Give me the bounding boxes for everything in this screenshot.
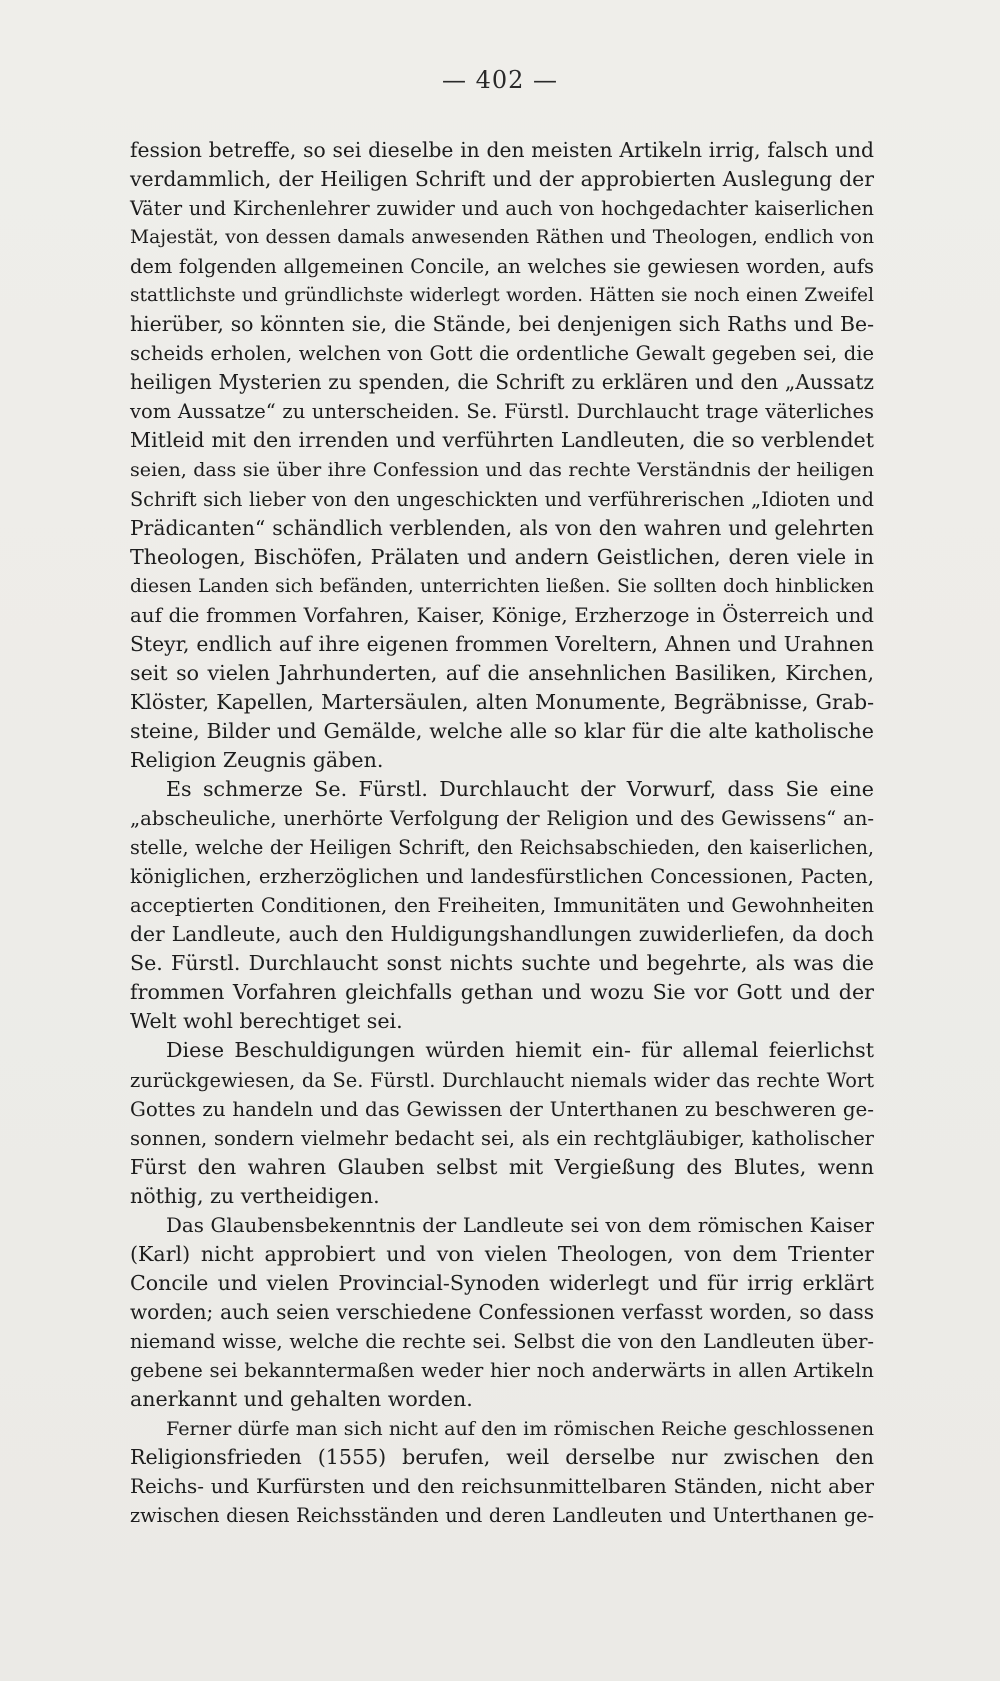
text-line: Concile und vielen Provincial-Synoden widerlegt und für irrig erklärt [130, 1270, 874, 1295]
text-line: seit so vielen Jahrhunderten, auf die ansehnlichen Basiliken, Kirchen, [130, 660, 874, 685]
paragraph-1 [130, 136, 874, 775]
text-line: steine, Bilder und Gemälde, welche alle so klar für die alte katholische [130, 718, 874, 743]
text-line: heiligen Mysterien zu spenden, die Schrift zu erklären und den „Aussatz [130, 370, 874, 395]
text-line: Diese Beschuldigungen würden hiemit ein- für allemal feierlichst [166, 1038, 874, 1063]
paragraph-4 [130, 1211, 874, 1414]
text-line: scheids erholen, welchen von Gott die ordentliche Gewalt gegeben sei, die [130, 342, 874, 366]
text-line: dem folgenden allgemeinen Concile, an welches sie gewiesen worden, aufs [130, 255, 874, 279]
text-line: Fürst den wahren Glauben selbst mit Vergießung des Blutes, wenn [130, 1154, 874, 1179]
text-line: frommen Vorfahren gleichfalls gethan und wozu Sie vor Gott und der [130, 980, 874, 1005]
paragraph-2 [130, 775, 874, 1036]
text-line: Das Glaubensbekenntnis der Landleute sei von dem römischen Kaiser [166, 1213, 874, 1237]
text-line: gebene sei bekanntermaßen weder hier noch anderwärts in allen Artikeln [130, 1358, 874, 1382]
page-body [130, 136, 874, 1530]
text-line: worden; auch seien verschiedene Confessionen verfasst worden, so dass [130, 1299, 874, 1324]
text-line: auf die frommen Vorfahren, Kaiser, Könige, Erzherzoge in Österreich und [130, 603, 874, 627]
text-line: Se. Fürstl. Durchlaucht sonst nichts suchte und begehrte, als was die [130, 951, 874, 976]
text-line: verdammlich, der Heiligen Schrift und der approbierten Auslegung der [130, 167, 874, 192]
page-number: — 402 — [441, 66, 559, 94]
text-line: nöthig, zu vertheidigen. [130, 1183, 380, 1208]
text-line: (Karl) nicht approbiert und von vielen Theologen, von dem Trienter [130, 1241, 874, 1266]
text-line: sonnen, sondern vielmehr bedacht sei, als ein rechtgläubiger, katholischer [130, 1126, 874, 1150]
paragraph-3 [130, 1036, 874, 1210]
text-line: Schrift sich lieber von den ungeschickten und verführerischen „Idioten und [130, 487, 874, 511]
text-line: Es schmerze Se. Fürstl. Durchlaucht der Vorwurf, dass Sie eine [166, 777, 874, 802]
text-line: Ferner dürfe man sich nicht auf den im römischen Reiche geschlossenen [166, 1417, 874, 1441]
text-line: Reichs- und Kurfürsten und den reichsunmittelbaren Ständen, nicht aber [130, 1475, 874, 1499]
text-line: hierüber, so könnten sie, die Stände, bei denjenigen sich Raths und Be- [130, 312, 874, 337]
text-line: der Landleute, auch den Huldigungshandlungen zuwiderliefen, da doch [130, 922, 874, 947]
text-line: zurückgewiesen, da Se. Fürstl. Durchlaucht niemals wider das rechte Wort [130, 1068, 874, 1092]
text-line: Religion Zeugnis gäben. [130, 747, 384, 772]
text-line: stattlichste und gründlichste widerlegt worden. Hätten sie noch einen Zweifel [130, 285, 874, 307]
text-line: Väter und Kirchenlehrer zuwider und auch von hochgedachter kaiserlichen [130, 197, 874, 221]
paragraph-5 [130, 1414, 874, 1530]
text-line: stelle, welche der Heiligen Schrift, den Reichsabschieden, den kaiserlichen, [130, 836, 874, 860]
text-line: „abscheuliche, unerhörte Verfolgung der Religion und des Gewissens“ an- [130, 807, 874, 831]
text-line: königlichen, erzherzöglichen und landesfürstlichen Concessionen, Pacten, [130, 865, 874, 889]
text-line: Gottes zu handeln und das Gewissen der Unterthanen zu beschweren ge- [130, 1097, 874, 1121]
text-line: Mitleid mit den irrenden und verführten Landleuten, die so verblendet [130, 428, 874, 453]
text-line: Majestät, von dessen damals anwesenden Räthen und Theologen, endlich von [130, 227, 874, 249]
text-line: anerkannt und gehalten worden. [130, 1387, 473, 1412]
text-line: niemand wisse, welche die rechte sei. Selbst die von den Landleuten über- [130, 1329, 874, 1353]
text-line: Religionsfrieden (1555) berufen, weil derselbe nur zwischen den [130, 1445, 874, 1470]
text-line: acceptierten Conditionen, den Freiheiten, Immunitäten und Gewohnheiten [130, 894, 874, 918]
text-line: seien, dass sie über ihre Confession und das rechte Verständnis der heiligen [130, 458, 874, 481]
text-line: vom Aussatze“ zu unterscheiden. Se. Fürstl. Durchlaucht trage väterliches [130, 400, 874, 424]
text-line: diesen Landen sich befänden, unterrichten ließen. Sie sollten doch hinblicken [130, 575, 874, 597]
text-line: Prädicanten“ schändlich verblenden, als von den wahren und gelehrten [130, 515, 874, 540]
text-line: Welt wohl berechtiget sei. [130, 1009, 403, 1034]
text-line: Klöster, Kapellen, Martersäulen, alten Monumente, Begräbnisse, Grab- [130, 689, 874, 714]
text-line: Steyr, endlich auf ihre eigenen frommen Voreltern, Ahnen und Urahnen [130, 631, 874, 656]
text-line: zwischen diesen Reichsständen und deren Landleuten und Unterthanen ge- [130, 1504, 874, 1528]
text-line: Theologen, Bischöfen, Prälaten und andern Geistlichen, deren viele in [130, 544, 874, 569]
text-line: fession betreffe, so sei dieselbe in den meisten Artikeln irrig, falsch und [130, 138, 874, 162]
